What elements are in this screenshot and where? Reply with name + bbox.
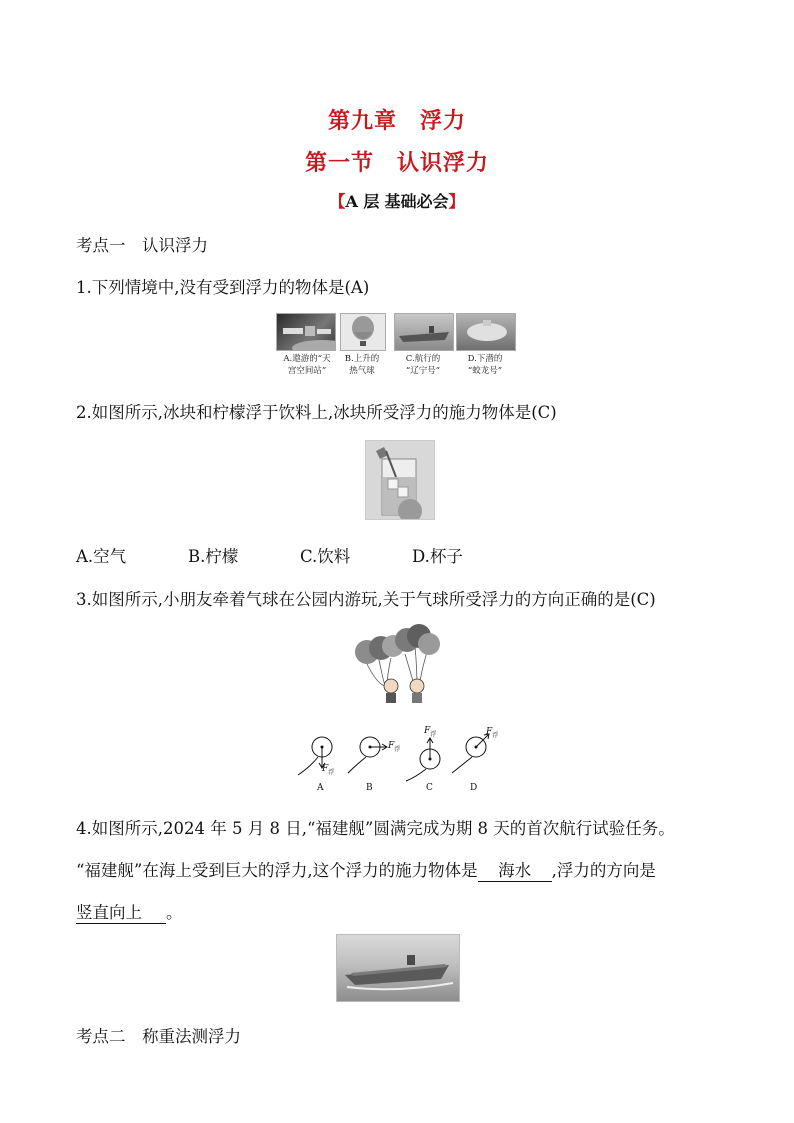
force-label-a: $F_浮$ (322, 764, 335, 776)
q2-option-c: C.饮料 (300, 547, 351, 566)
jiaolong-submersible-photo (456, 313, 516, 351)
diagram-label-d: D (470, 783, 478, 793)
space-station-photo (276, 313, 336, 351)
q4-answer-blank-1: 海水 (478, 857, 552, 882)
q1-caption-c: C.航行的 “辽宁号” (405, 354, 441, 376)
point1-title: 考点一 认识浮力 (76, 236, 208, 255)
chapter-title: 第九章 浮力 (327, 109, 466, 134)
q2-option-b: B.柠檬 (188, 547, 239, 566)
diagram-label-c: C (426, 783, 433, 793)
q2-stem: 2.如图所示,冰块和柠檬浮于饮料上,冰块所受浮力的施力物体是(C) (76, 403, 557, 422)
diagram-label-b: B (366, 783, 373, 793)
q2-option-a: A.空气 (76, 547, 127, 566)
q1-caption-b: B.上升的 热气球 (344, 354, 380, 376)
q1-caption-d: D.下潜的 “蛟龙号” (467, 354, 503, 376)
q3-force-diagrams (290, 725, 505, 797)
kids-balloons-figure (355, 624, 445, 708)
q1-figure (276, 313, 516, 383)
force-label-c: $F_浮$ (424, 726, 437, 738)
layer-label: 【A 层 基础必会】 (329, 192, 465, 211)
q2-option-d: D.杯子 (412, 547, 463, 566)
section-title: 第一节 认识浮力 (304, 151, 489, 176)
q3-stem: 3.如图所示,小朋友牵着气球在公园内游玩,关于气球所受浮力的方向正确的是(C) (76, 590, 656, 609)
diagram-label-a: A (317, 783, 324, 793)
liaoning-carrier-photo (394, 313, 454, 351)
q4-line3: 竖直向上 。 (76, 899, 183, 924)
fujian-carrier-photo (336, 934, 460, 1002)
drink-glass-figure (365, 440, 435, 520)
q4-line2: “福建舰”在海上受到巨大的浮力,这个浮力的施力物体是 海水 ,浮力的方向是 (76, 857, 656, 882)
q1-stem: 1.下列情境中,没有受到浮力的物体是(A) (76, 278, 370, 297)
point2-title: 考点二 称重法测浮力 (76, 1027, 241, 1046)
q4-answer-blank-2: 竖直向上 (76, 899, 166, 924)
hot-air-balloon-photo (340, 313, 386, 351)
force-label-d: $F_浮$ (486, 727, 499, 739)
q1-caption-a: A.遨游的“天 宫空间站” (283, 354, 331, 376)
force-label-b: $F_浮$ (388, 741, 401, 753)
q4-line1: 4.如图所示,2024 年 5 月 8 日,“福建舰”圆满完成为期 8 天的首次航行试验任务。 (76, 819, 675, 838)
